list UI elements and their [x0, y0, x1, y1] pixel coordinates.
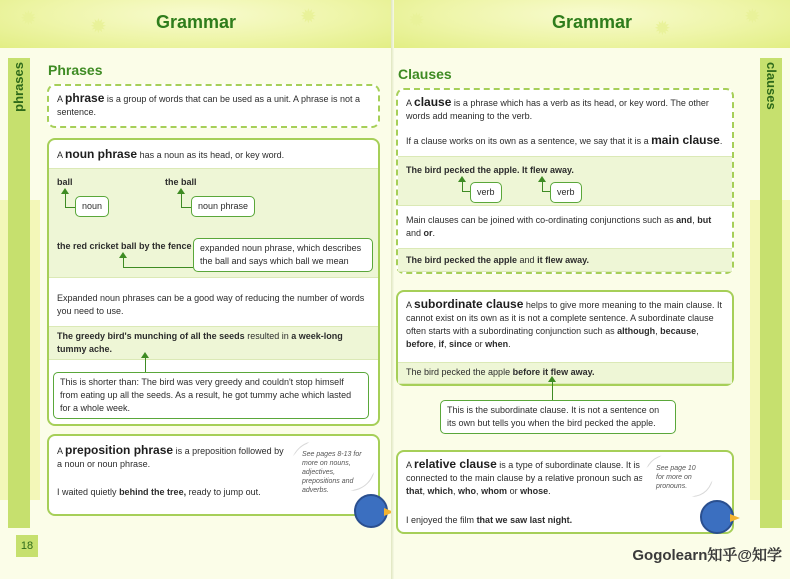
arrow-head	[119, 252, 127, 258]
left-header	[0, 0, 392, 48]
tip-cloud: See page 10 for more on pronouns.	[646, 456, 712, 496]
conjunction: but	[697, 215, 712, 225]
bird-icon	[700, 500, 734, 534]
text: I enjoyed the film	[406, 515, 475, 525]
example: The bird pecked the apple	[406, 255, 518, 265]
page-number: 18	[16, 535, 38, 557]
example: the ball	[165, 177, 197, 187]
arrow-head	[61, 188, 69, 194]
arrow-head	[177, 188, 185, 194]
example: a week-long tummy ache.	[57, 331, 343, 354]
side-tab-label: clauses	[764, 62, 779, 110]
text: If a clause works on its own as a sentence, we say that it is a	[406, 136, 649, 146]
label-note: verb	[550, 182, 582, 203]
relative-clause-box: A relative clause is a type of subordinate clause. It is connected to the main clause by a relative pronoun such as that, which, who, whom or whose. I enjoyed the film that we saw last night.	[396, 450, 734, 534]
star-decoration: ✹	[300, 6, 317, 28]
text: or	[474, 339, 483, 349]
text: A	[406, 98, 412, 108]
text: .	[719, 136, 723, 146]
example: The greedy bird's munching of all the seeds	[57, 331, 245, 341]
noun-phrase-box	[47, 138, 380, 426]
arrow	[181, 207, 191, 208]
text: and	[406, 228, 422, 238]
conjunction: because	[660, 326, 697, 336]
conjunction: or	[423, 228, 433, 238]
example: before it flew away.	[512, 367, 595, 377]
text: is a type of subordinate clause. It is connected to the main clause by a relative pronoun such as	[406, 460, 644, 483]
term: main clause	[651, 133, 720, 147]
text: has a noun as its head, or key word.	[139, 150, 285, 160]
pronoun: whom	[481, 486, 508, 496]
page-title: Grammar	[155, 12, 237, 32]
section-title: Phrases	[48, 62, 103, 78]
explanation: Expanded noun phrases can be a good way of reducing the number of words you need to use.	[57, 293, 365, 316]
conjunction: before	[406, 339, 434, 349]
star-decoration: ✹	[90, 16, 107, 38]
text: A	[57, 446, 63, 456]
term: subordinate clause	[414, 297, 524, 311]
left-page	[0, 0, 393, 579]
conjunction: although	[617, 326, 656, 336]
text: A	[57, 150, 63, 160]
example: The bird pecked the apple. It flew away.	[406, 165, 574, 175]
example: behind the tree,	[119, 487, 187, 497]
right-header	[394, 0, 790, 48]
watermark: Gogolearn知乎@知学	[632, 547, 782, 564]
text: ready to jump out.	[188, 487, 261, 497]
subordinate-clause-box: A subordinate clause helps to give more meaning to the main clause. It cannot exist on its own as it is not a complete sentence. A subordinate clause often starts with a subordinating conjunction such as although, because, before, if, since or when. The bird pecked the apple before it flew away.	[396, 290, 734, 386]
phrase-definition-box	[47, 84, 380, 128]
arrow	[462, 191, 470, 192]
clause-box	[396, 88, 734, 274]
label-note: verb	[470, 182, 502, 203]
text: ,	[692, 215, 695, 225]
text: is a preposition followed by a noun or noun phrase.	[57, 446, 284, 469]
text: helps to give more meaning to the main clause. It cannot exist on its own as it is not a complete sentence. A subordinate clause often starts with a subordinating conjunction such as	[406, 300, 723, 336]
arrow	[65, 207, 75, 208]
pronoun: that	[406, 486, 423, 496]
text: The bird pecked the apple	[406, 367, 511, 377]
conjunction: when	[485, 339, 509, 349]
text: and	[519, 255, 535, 265]
star-decoration: ✹	[654, 18, 671, 40]
label-note: expanded noun phrase, which describes the ball and says which ball we mean	[193, 238, 373, 272]
arrow-head	[538, 176, 546, 182]
side-tab-label: phrases	[11, 62, 26, 112]
term: phrase	[65, 91, 105, 105]
label-note: noun phrase	[191, 196, 255, 217]
star-decoration: ✹	[408, 10, 425, 32]
right-page	[394, 0, 790, 579]
pronoun: whose	[520, 486, 549, 496]
side-tab	[760, 58, 782, 528]
conjunction: if	[438, 339, 445, 349]
conjunction: and	[676, 215, 693, 225]
text: .	[432, 228, 436, 238]
pronoun: who	[458, 486, 477, 496]
bird-icon	[354, 494, 388, 528]
text: is a phrase which has a verb as its head, or key word. The other words add meaning to the verb.	[406, 98, 709, 121]
tip-cloud: See pages 8-13 for more on nouns, adjectives, prepositions and adverbs.	[292, 442, 374, 490]
example: the red cricket ball by the fence	[57, 241, 192, 251]
star-decoration: ✹	[744, 6, 761, 28]
text: I waited quietly	[57, 487, 117, 497]
label-note: This is the subordinate clause. It is not a sentence on its own but tells you when the bird pecked the apple.	[440, 400, 676, 434]
arrow-head	[458, 176, 466, 182]
conjunction: since	[449, 339, 473, 349]
example: ball	[57, 177, 73, 187]
term: noun phrase	[65, 147, 138, 161]
arrow-head	[141, 352, 149, 358]
text: A	[57, 94, 63, 104]
star-decoration: ✹	[20, 8, 37, 30]
term: clause	[414, 95, 452, 109]
label-note: This is shorter than: The bird was very greedy and couldn't stop himself from eating up all the seeds. As a result, he got tummy ache which lasted for a whole week.	[53, 372, 369, 419]
text: Main clauses can be joined with co-ordinating conjunctions such as	[406, 215, 674, 225]
text: or	[509, 486, 518, 496]
term: preposition phrase	[65, 443, 174, 457]
arrow-head	[548, 376, 556, 382]
arrow	[542, 191, 550, 192]
side-tab	[8, 58, 30, 528]
text: resulted in	[247, 331, 289, 341]
page-title: Grammar	[551, 12, 633, 32]
text: A	[406, 300, 412, 310]
term: relative clause	[414, 457, 497, 471]
label-note: noun	[75, 196, 109, 217]
example: that we saw last night.	[476, 515, 573, 525]
arrow	[123, 267, 193, 268]
section-title: Clauses	[398, 66, 452, 82]
text: is a group of words that can be used as a unit. A phrase is not a sentence.	[57, 94, 361, 117]
example: it flew away.	[537, 255, 589, 265]
pronoun: which	[427, 486, 454, 496]
text: A	[406, 460, 412, 470]
